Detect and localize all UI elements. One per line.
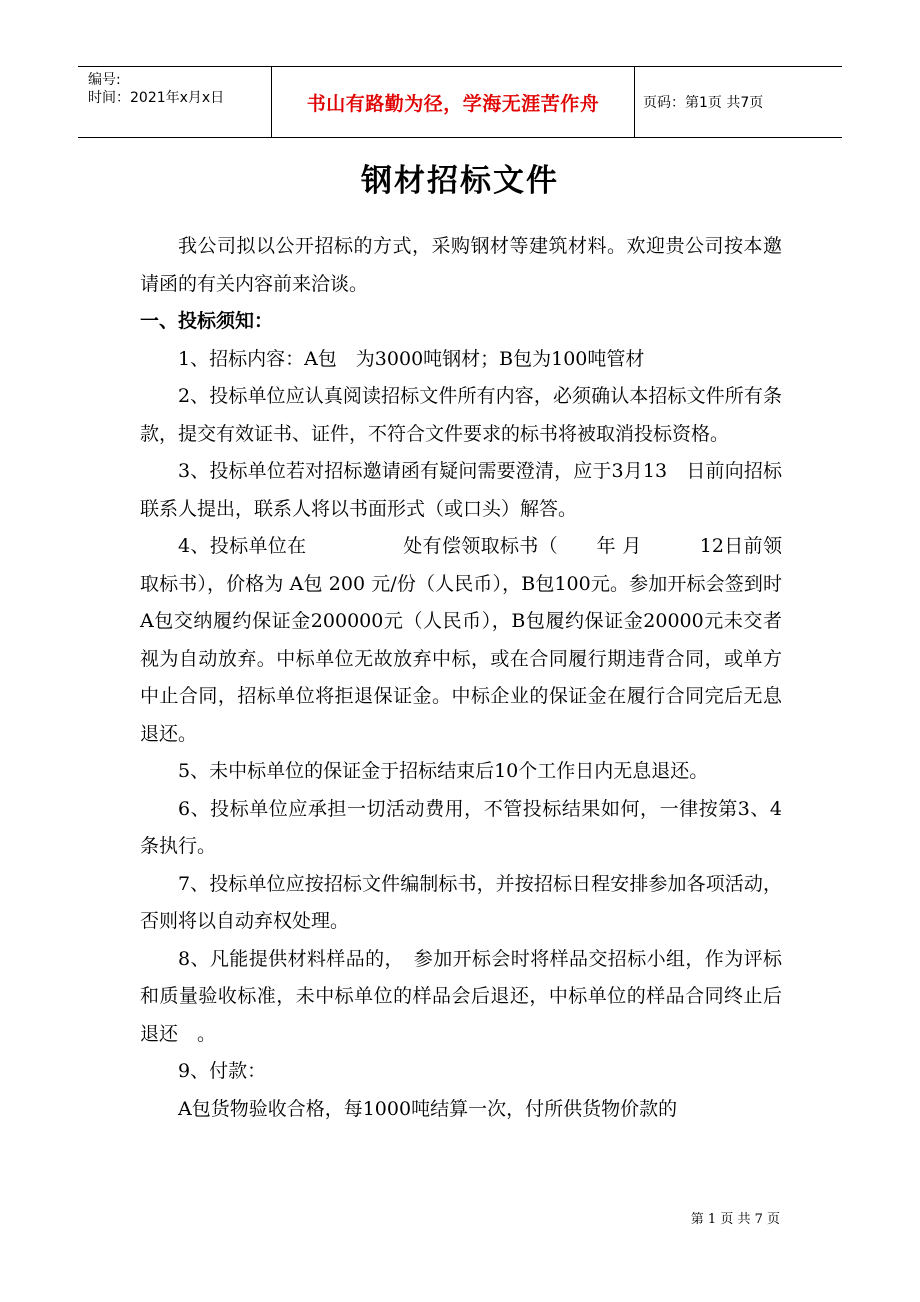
clause-1: 1、招标内容：A包 为3000吨钢材；B包为100吨管材 [178,347,645,370]
document-body [140,228,782,1128]
document-title: 钢材招标文件 [361,163,559,199]
clause-3: 3、投标单位若对招标邀请函有疑问需要澄清，应于3月13 日前向招标联系人提出，联系人将以书面形式（或口头）解答。 [140,460,782,520]
intro-paragraph: 我公司拟以公开招标的方式，采购钢材等建筑材料。欢迎贵公司按本邀请函的有关内容前来洽谈。 [140,235,782,295]
serial-number-label: 编号: [88,72,121,88]
clause-9: 9、付款： [178,1060,267,1082]
section-heading: 一、投标须知： [140,310,274,332]
page-header [78,66,842,138]
clause-6: 6、投标单位应承担一切活动费用，不管投标结果如何，一律按第3、4条执行。 [140,797,782,857]
header-meta [78,67,272,137]
clause-4: 4、投标单位在 处有偿领取标书（ 年 月 12日前领取标书），价格为 A包 200 元/份（人民币），B包100元。参加开标会签到时A包交纳履约保证金200000元（人民币），B包履约保证金20000元未交者视为自动放弃。中标单位无故放弃中标，或在合同履行期违背合同，或单方中止合同，招标单位将拒退保证金。中标企业的保证金在履行合同完后无息退还。 [140,535,782,745]
payment-paragraph: A包货物验收合格，每1000吨结算一次，付所供货物价款的 [178,1097,678,1120]
date-label: 时间：2021年x月x日 [88,90,225,106]
clause-2: 2、投标单位应认真阅读招标文件所有内容，必须确认本招标文件所有条款，提交有效证书、证件，不符合文件要求的标书将被取消投标资格。 [140,385,782,445]
clause-5: 5、未中标单位的保证金于招标结束后10个工作日内无息退还。 [178,760,709,782]
header-motto: 书山有路勤为径，学海无涯苦作舟 [272,67,635,137]
page-footer: 第 1 页 共 7 页 [690,1212,780,1227]
clause-8: 8、凡能提供材料样品的， 参加开标会时将样品交招标小组，作为评标和质量验收标准，未中标单位的样品会后退还，中标单位的样品合同终止后退还 。 [140,947,782,1045]
clause-7: 7、投标单位应按招标文件编制标书，并按招标日程安排参加各项活动，否则将以自动弃权处理。 [140,872,782,932]
header-page-info: 页码：第1页 共7页 [643,95,764,111]
